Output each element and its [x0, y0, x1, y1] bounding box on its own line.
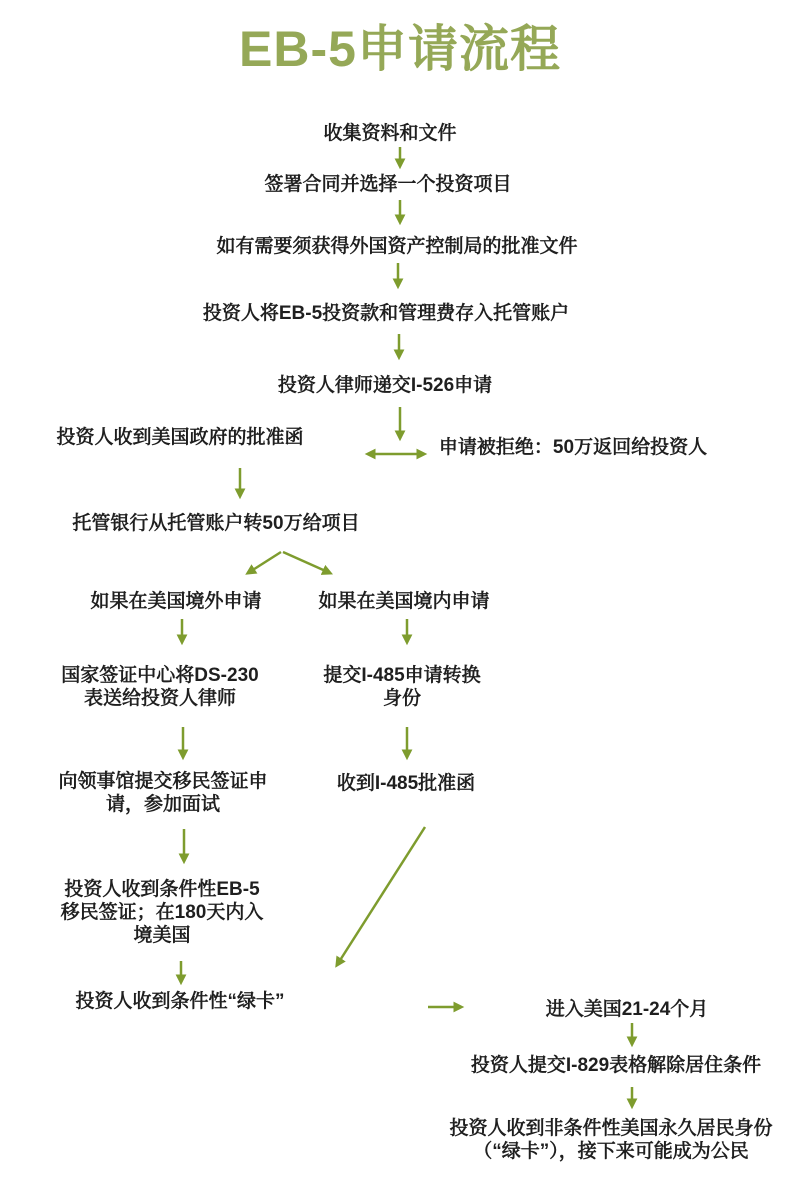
node-consulate-interview-line2: 请，参加面试 [105, 794, 221, 815]
node-nvc-ds230 [61, 664, 258, 710]
node-nvc-ds230-line1: 国家签证中心将DS-230 [61, 665, 259, 686]
arrow-branch-right-icon [283, 552, 330, 573]
node-conditional-visa [61, 878, 264, 947]
node-gov-approval: 投资人收到美国政府的批准函 [56, 427, 304, 448]
node-i485-submit [323, 664, 480, 710]
node-collect-documents: 收集资料和文件 [323, 123, 457, 144]
node-rejection: 申请被拒绝：50万返回给投资人 [438, 437, 708, 458]
node-escrow-transfer: 托管银行从托管账户转50万给项目 [72, 513, 360, 534]
node-conditional-visa-line2: 移民签证；在180天内入 [60, 902, 264, 923]
node-i485-submit-line1: 提交I-485申请转换 [323, 665, 481, 686]
node-branch-outside-us: 如果在美国境外申请 [90, 591, 262, 612]
node-branch-inside-us: 如果在美国境内申请 [318, 591, 490, 612]
node-conditional-green-card: 投资人收到条件性“绿卡” [75, 991, 285, 1012]
node-i526-filing: 投资人律师递交I-526申请 [277, 375, 493, 396]
node-escrow-deposit: 投资人将EB-5投资款和管理费存入托管账户 [202, 303, 570, 324]
node-conditional-visa-line1: 投资人收到条件性EB-5 [64, 879, 260, 900]
node-sign-contract: 签署合同并选择一个投资项目 [264, 174, 512, 195]
arrow-branch-left-icon [248, 552, 281, 573]
node-i485-submit-line2: 身份 [382, 688, 421, 709]
page-title: EB-5申请流程 [239, 21, 561, 77]
node-consulate-interview-line1: 向领事馆提交移民签证申 [58, 771, 268, 792]
node-permanent-green-card [449, 1117, 772, 1163]
arrow-i485approval-to-greencard-diagonal-icon [337, 827, 425, 965]
node-nvc-ds230-line2: 表送给投资人律师 [83, 688, 236, 709]
node-i829-filing: 投资人提交I-829表格解除居住条件 [470, 1055, 762, 1076]
node-ofac-approval: 如有需要须获得外国资产控制局的批准文件 [216, 236, 578, 257]
node-permanent-green-card-line1: 投资人收到非条件性美国永久居民身份 [449, 1118, 773, 1139]
node-i485-approval: 收到I-485批准函 [336, 773, 476, 794]
node-conditional-visa-line3: 境美国 [133, 925, 191, 946]
node-permanent-green-card-line2: （“绿卡”），接下来可能成为公民 [473, 1141, 749, 1162]
node-consulate-interview [58, 770, 267, 816]
node-enter-us: 进入美国21-24个月 [545, 999, 709, 1020]
